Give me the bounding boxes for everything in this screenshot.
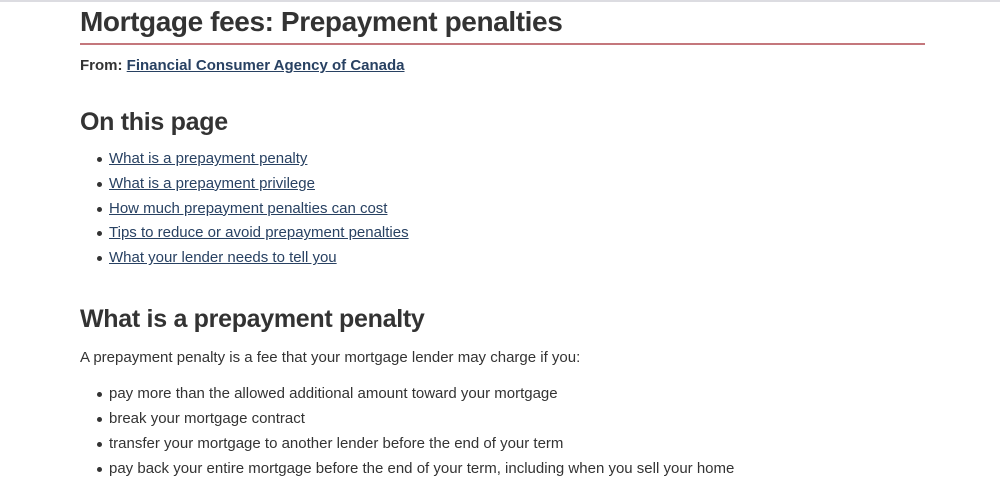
toc-link-what-is-penalty[interactable]: What is a prepayment penalty: [109, 150, 308, 168]
list-item: break your mortgage contract: [109, 410, 925, 429]
toc-link-how-much-cost[interactable]: How much prepayment penalties can cost: [109, 199, 388, 217]
toc-link-what-is-privilege[interactable]: What is a prepayment privilege: [109, 174, 315, 192]
from-label: From:: [80, 57, 123, 75]
toc-list-item: [109, 175, 925, 194]
page-content: [0, 2, 1000, 478]
list-item: transfer your mortgage to another lender before the end of your term: [109, 435, 925, 454]
list-item: pay more than the allowed additional amount toward your mortgage: [109, 385, 925, 404]
toc-list: [80, 150, 925, 268]
toc-list-item: [109, 224, 925, 243]
toc-list-item: [109, 249, 925, 268]
penalty-reasons-list: [80, 385, 925, 478]
from-agency-link[interactable]: Financial Consumer Agency of Canada: [126, 57, 405, 75]
from-line: [80, 57, 925, 74]
section-heading-what-is-penalty: What is a prepayment penalty: [80, 304, 425, 333]
toc-link-lender-tell-you[interactable]: What your lender needs to tell you: [109, 249, 337, 267]
list-item: pay back your entire mortgage before the end of your term, including when you sell your home: [109, 460, 925, 478]
toc-heading: On this page: [80, 108, 228, 137]
toc-list-item: [109, 200, 925, 219]
page-title: Mortgage fees: Prepayment penalties: [80, 6, 925, 45]
toc-link-tips-reduce-avoid[interactable]: Tips to reduce or avoid prepayment penalties: [109, 224, 409, 242]
toc-list-item: [109, 150, 925, 169]
section-intro-paragraph: A prepayment penalty is a fee that your mortgage lender may charge if you:: [80, 348, 581, 366]
